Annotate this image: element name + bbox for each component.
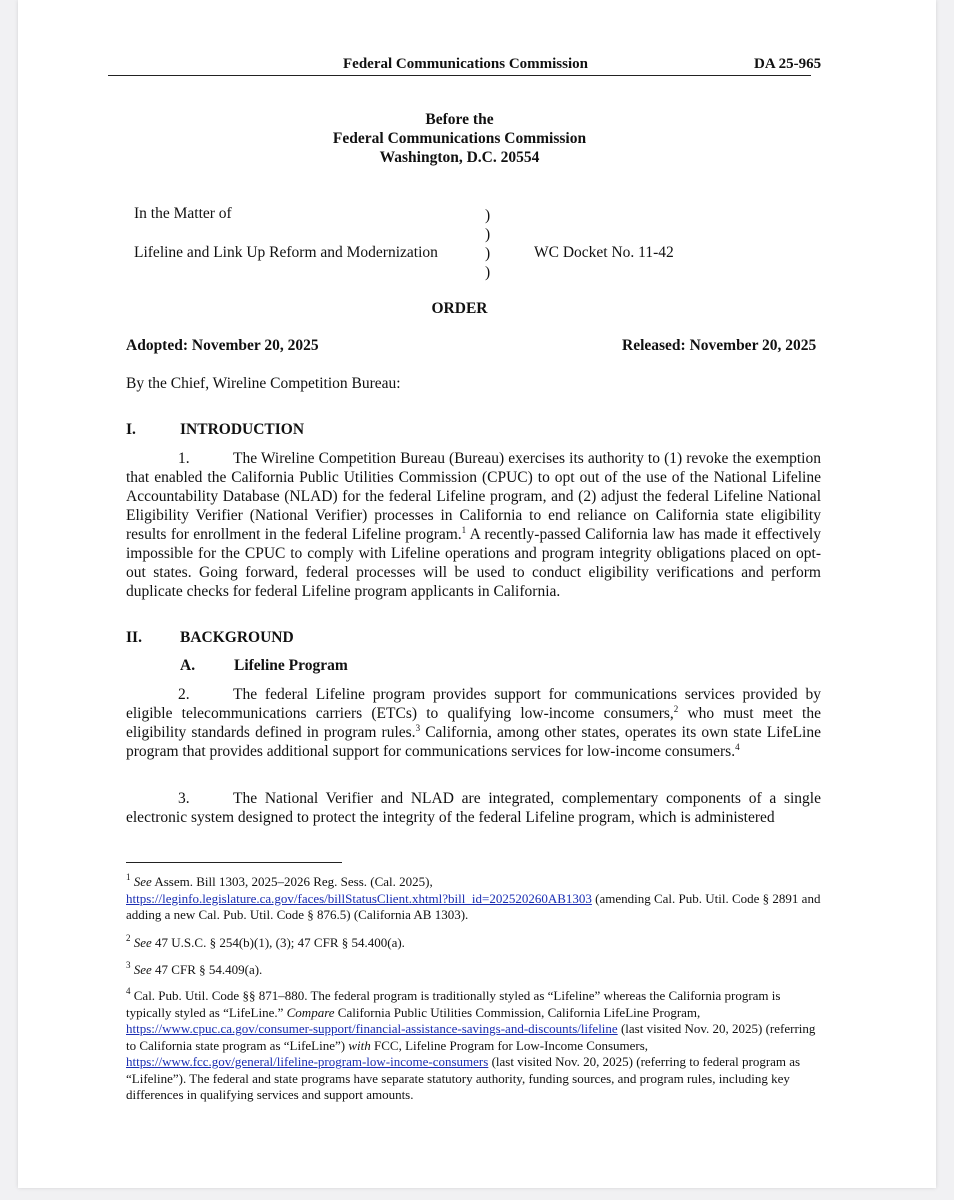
caption-line2: Federal Communications Commission — [332, 130, 587, 147]
paren-3: ) — [485, 245, 491, 262]
section2-number: II. — [126, 629, 142, 646]
footnote-2-number: 2 — [126, 933, 131, 943]
footnote-ref-4[interactable]: 4 — [735, 742, 740, 752]
para2-number: 2. — [178, 686, 190, 703]
footnote-4-text-e: (last visited Nov. 20, 2025) (referring to federal program as “Lifeline”). The federal and state programs have separate statutory authority, funding sources, and program rules, including key differences in qualifying services and support amounts. — [126, 1054, 801, 1102]
paragraph-1 — [126, 449, 821, 601]
para3-text: The National Verifier and NLAD are integrated, complementary components of a single electronic system designed to protect the integrity of the federal Lifeline program, which is administered — [126, 790, 821, 826]
footnote-3-see: See — [133, 962, 152, 977]
footnote-4-text-d: FCC, Lifeline Program for Low-Income Consumers, — [370, 1037, 649, 1053]
footnote-4-compare: Compare — [286, 1004, 335, 1020]
footnote-4-link-cpuc[interactable]: https://www.cpuc.ca.gov/consumer-support/financial-assistance-savings-and-discounts/lifeline — [126, 1021, 618, 1036]
subsectionA-title: Lifeline Program — [234, 657, 348, 674]
footnote-2-text: 47 U.S.C. § 254(b)(1), (3); 47 CFR § 54.400(a). — [151, 935, 405, 950]
caption-line3: Washington, D.C. 20554 — [379, 149, 540, 166]
para1-number: 1. — [178, 450, 190, 467]
footnote-ref-3[interactable]: 3 — [415, 723, 421, 733]
footnote-2-see: See — [133, 935, 152, 950]
caption-line1: Before the — [425, 111, 494, 128]
paren-1: ) — [485, 207, 491, 224]
para2-text-a: The federal Lifeline program provides support for communications services provided by eligible telecommunications carriers (ETCs) to qualifying low-income consumers, — [126, 686, 821, 722]
header-doc-number: DA 25-965 — [754, 56, 822, 72]
footnote-3 — [126, 962, 826, 979]
paragraph-2 — [126, 685, 821, 761]
order-title: ORDER — [431, 300, 488, 317]
footnote-1-number: 1 — [126, 872, 131, 882]
footnote-1-see: See — [133, 874, 152, 889]
header-agency: Federal Communications Commission — [343, 56, 588, 72]
footnote-3-text: 47 CFR § 54.409(a). — [151, 962, 263, 977]
footnote-1-text-b: (amending Cal. Pub. Util. Code § 2891 and adding a new Cal. Pub. Util. Code § 876.5) (California AB 1303). — [126, 890, 821, 922]
paren-2: ) — [485, 226, 491, 243]
footnote-4-number: 4 — [126, 986, 131, 996]
paren-4: ) — [485, 264, 491, 281]
proceeding-name: Lifeline and Link Up Reform and Modernization — [134, 244, 438, 261]
footnote-4-link-fcc[interactable]: https://www.fcc.gov/general/lifeline-program-low-income-consumers — [126, 1054, 489, 1069]
subsectionA-number: A. — [180, 657, 196, 674]
footnote-1-text-a: Assem. Bill 1303, 2025–2026 Reg. Sess. (Cal. 2025), — [151, 874, 433, 889]
footnote-4-with: with — [348, 1037, 371, 1053]
section1-title: INTRODUCTION — [180, 421, 305, 438]
section1-number: I. — [126, 421, 136, 438]
footnote-rule — [126, 862, 342, 863]
released-date: Released: November 20, 2025 — [622, 337, 817, 354]
para2-text-c: California, among other states, operates its own state LifeLine program that provides additional support for communications services for low-income consumers. — [126, 724, 821, 760]
footnote-1 — [126, 874, 826, 924]
footnote-2 — [126, 935, 826, 952]
docket-number: WC Docket No. 11-42 — [534, 244, 674, 261]
footnote-1-link[interactable]: https://leginfo.legislature.ca.gov/faces/billStatusClient.xhtml?bill_id=202520260AB1303 — [126, 890, 592, 906]
adopted-date: Adopted: November 20, 2025 — [126, 337, 319, 354]
para2-text-b: who must meet the eligibility standards defined in program rules. — [126, 705, 821, 741]
footnote-3-number: 3 — [126, 960, 131, 970]
footnote-4-text-a: Cal. Pub. Util. Code §§ 871–880. The federal program is traditionally styled as “Lifeline” whereas the California program is typically styled as “LifeLine.” — [126, 988, 781, 1020]
footnote-ref-1[interactable]: 1 — [461, 525, 467, 535]
para1-text-a: The Wireline Competition Bureau (Bureau) exercises its authority to (1) revoke the exemption that enabled the California Public Utilities Commission (CPUC) to opt out of the use of the National Lifeline Accountability Database (NLAD) for the federal Lifeline program, and (2) adjust the federal Lifeline National Eligibility Verifier (National Verifier) processes in California to end reliance on California state eligibility results for enrollment in the federal Lifeline program. — [126, 450, 821, 543]
paragraph-3 — [126, 789, 821, 827]
para3-number: 3. — [178, 790, 190, 807]
section2-title: BACKGROUND — [180, 629, 294, 646]
by-line: By the Chief, Wireline Competition Bureau: — [126, 375, 401, 392]
footnote-ref-2[interactable]: 2 — [673, 704, 679, 714]
footnote-4-text-c: (last visited Nov. 20, 2025) (referring to California state program as “LifeLine”) — [126, 1021, 816, 1053]
in-the-matter: In the Matter of — [134, 205, 232, 222]
para1-text-b: A recently-passed California law has made it effectively impossible for the CPUC to comply with Lifeline operations and program integrity obligations placed on opt-out states. Going forward, federal processes will be used to conduct eligibility verifications and perform duplicate checks for federal Lifeline program applicants in California. — [126, 526, 821, 600]
footnote-4 — [126, 988, 826, 1104]
header-rule — [108, 75, 811, 76]
footnote-4-text-b: California Public Utilities Commission, California LifeLine Program, — [334, 1004, 701, 1020]
